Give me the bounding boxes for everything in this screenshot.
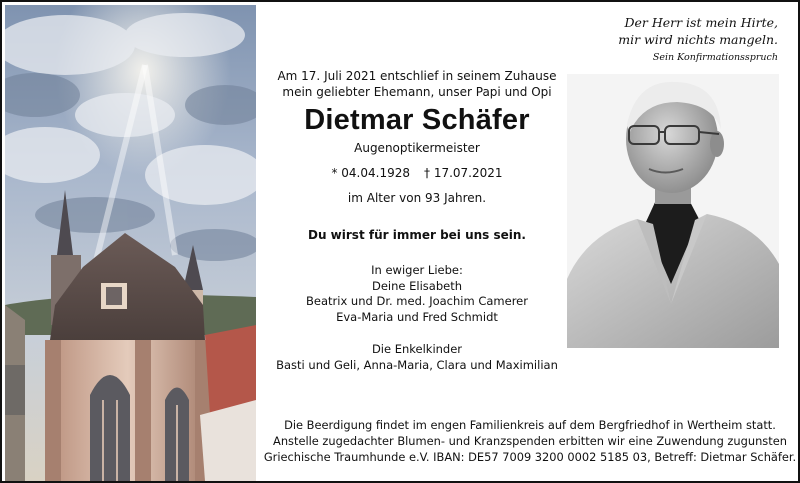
church-photo (5, 5, 256, 481)
church-illustration (5, 5, 256, 481)
family-line: Deine Elisabeth (371, 278, 462, 293)
funeral-notice (260, 417, 800, 465)
family-line: Eva-Maria und Fred Schmidt (336, 309, 498, 324)
deceased-name: Dietmar Schäfer (304, 104, 530, 136)
birth-date: * 04.04.1928 (331, 166, 410, 180)
intro-line-2: mein geliebter Ehemann, unser Papi und Opi (282, 85, 552, 99)
grandchildren-list (272, 342, 562, 373)
notice-line-3: Griechische Traumhunde e.V. IBAN: DE57 7009 3200 0002 5185 03, Betreff: Dietmar Schäfer. (263, 450, 797, 464)
profession: Augenoptikermeister (354, 141, 480, 155)
age: im Alter von 93 Jahren. (347, 191, 487, 205)
grandchildren-line: Basti und Geli, Anna-Maria, Clara und Maximilian (276, 357, 558, 372)
intro (272, 68, 562, 100)
notice-line-1: Die Beerdigung findet im engen Familienkreis auf dem Bergfriedhof in Wertheim statt. (284, 418, 776, 432)
motto-line-2: mir wird nichts mangeln. (618, 32, 778, 47)
family-list (272, 263, 562, 325)
motto-source: Sein Konfirmationsspruch (652, 52, 778, 63)
intro-line-1: Am 17. Juli 2021 entschlief in seinem Zuhause (277, 69, 557, 83)
family-line: In ewiger Liebe: (371, 263, 463, 277)
family-line: Beatrix und Dr. med. Joachim Camerer (306, 294, 528, 308)
obituary-text (272, 68, 562, 373)
life-dates (272, 165, 562, 181)
farewell-line: Du wirst für immer bei uns sein. (308, 228, 526, 242)
portrait-illustration (567, 74, 779, 348)
confirmation-verse (518, 14, 778, 65)
grandchildren-line: Die Enkelkinder (371, 342, 463, 356)
notice-line-2: Anstelle zugedachter Blumen- und Kranzspenden erbitten wir eine Zuwendung zugunsten (273, 434, 787, 448)
portrait-photo (567, 74, 779, 348)
death-date: † 17.07.2021 (424, 166, 503, 180)
motto-line-1: Der Herr ist mein Hirte, (624, 15, 778, 30)
